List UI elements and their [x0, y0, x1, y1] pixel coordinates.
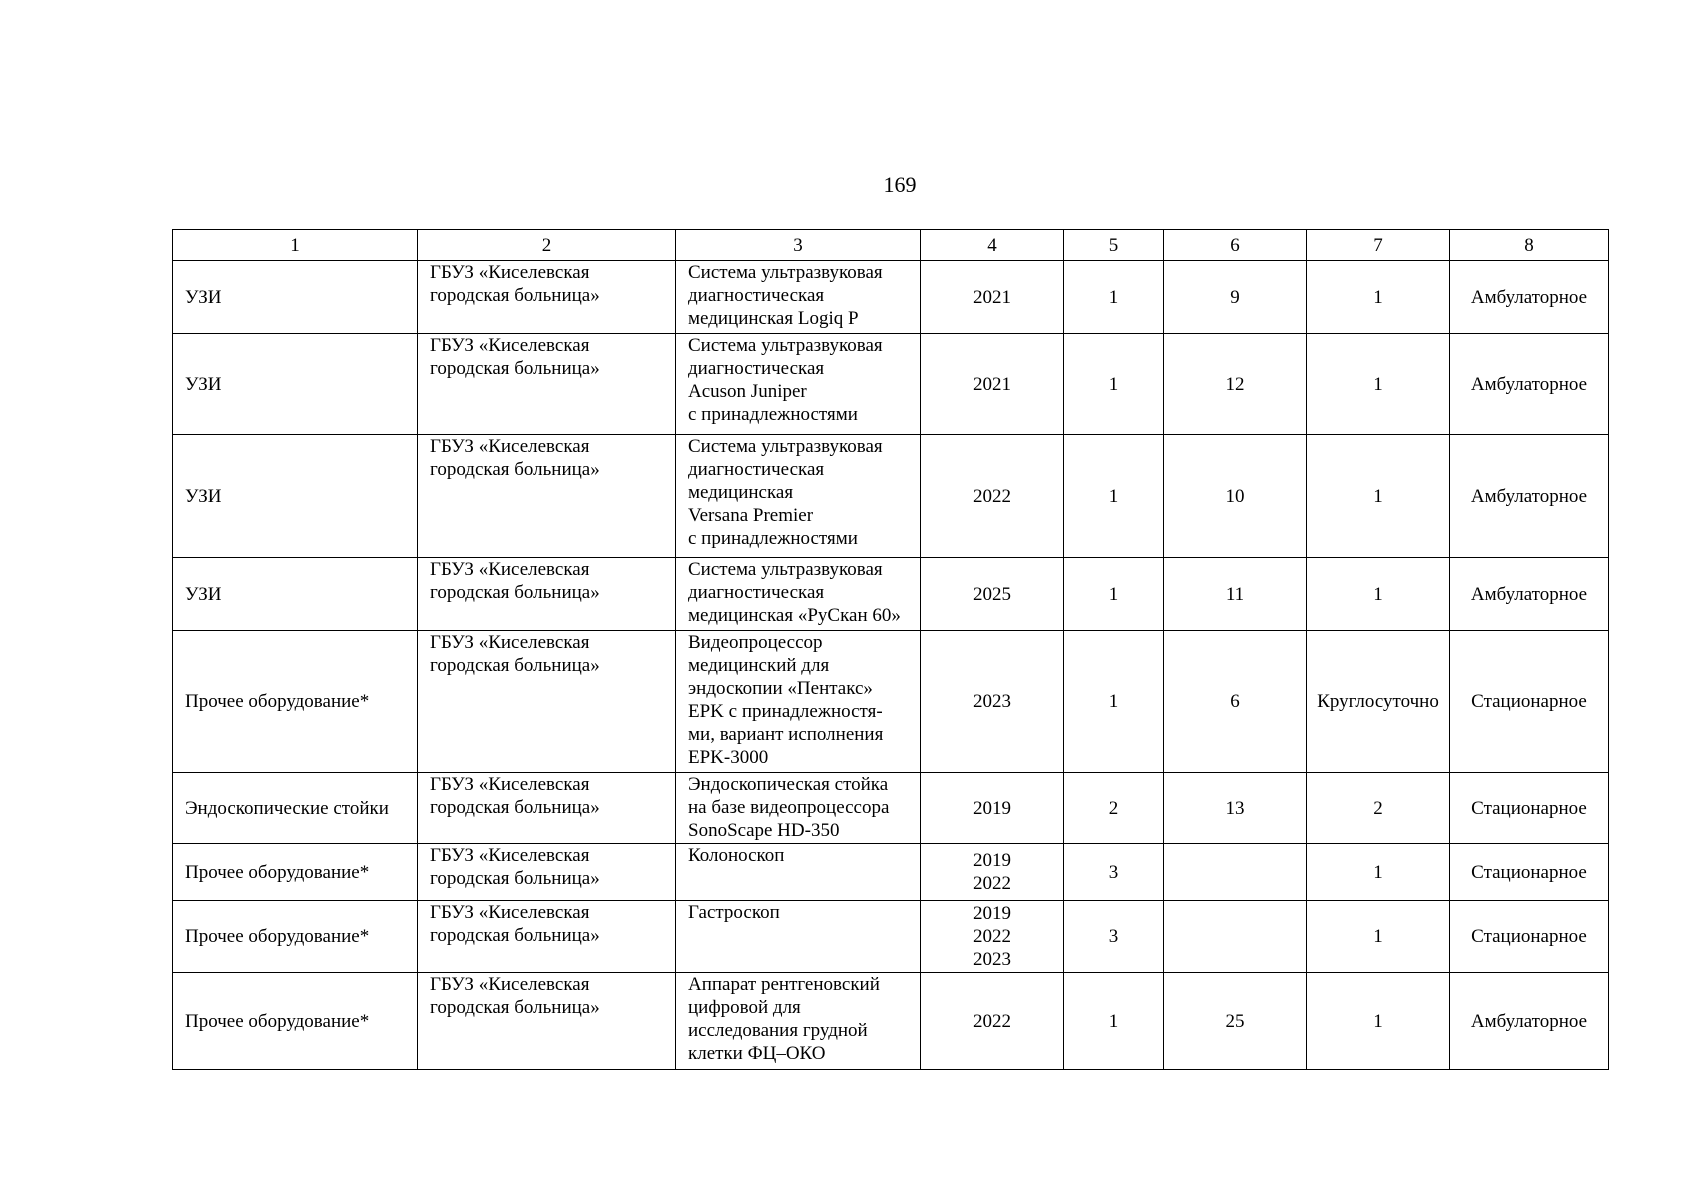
organization-cell: ГБУЗ «Киселевская городская больница»: [418, 558, 676, 631]
equipment-type-cell: УЗИ: [173, 334, 418, 435]
year-cell: 2021: [921, 334, 1064, 435]
equipment-name-cell: Колоноскоп: [676, 844, 921, 901]
year-cell: 2023: [921, 631, 1064, 773]
quantity-cell: 3: [1064, 844, 1164, 901]
care-mode-cell: Амбулаторное: [1450, 558, 1609, 631]
organization-cell: ГБУЗ «Киселевская городская больница»: [418, 844, 676, 901]
year-cell: 2022: [921, 973, 1064, 1070]
header-cell: 6: [1164, 230, 1307, 261]
header-cell: 2: [418, 230, 676, 261]
column-7-cell: 1: [1307, 334, 1450, 435]
organization-cell: ГБУЗ «Киселевская городская больница»: [418, 261, 676, 334]
table-row: [173, 973, 1609, 1070]
equipment-type-cell: УЗИ: [173, 558, 418, 631]
column-6-cell: 25: [1164, 973, 1307, 1070]
header-cell: 3: [676, 230, 921, 261]
table-row: [173, 558, 1609, 631]
equipment-name-cell: Видеопроцессор медицинский для эндоскопии «Пентакс» EPK с принадлежностя- ми, вариант исполнения EPK-3000: [676, 631, 921, 773]
column-6-cell: 12: [1164, 334, 1307, 435]
table-row: [173, 334, 1609, 435]
year-cell: 2019: [921, 773, 1064, 844]
care-mode-cell: Стационарное: [1450, 773, 1609, 844]
equipment-name-cell: Гастроскоп: [676, 901, 921, 973]
equipment-name-cell: Система ультразвуковая диагностическая медицинская Versana Premier с принадлежностями: [676, 435, 921, 558]
care-mode-cell: Амбулаторное: [1450, 261, 1609, 334]
column-6-cell: 13: [1164, 773, 1307, 844]
equipment-table: [172, 229, 1609, 1070]
table-row: [173, 844, 1609, 901]
column-6-cell: [1164, 901, 1307, 973]
care-mode-cell: Стационарное: [1450, 901, 1609, 973]
quantity-cell: 1: [1064, 631, 1164, 773]
equipment-name-cell: Эндоскопическая стойка на базе видеопроцессора SonoScape HD-350: [676, 773, 921, 844]
quantity-cell: 3: [1064, 901, 1164, 973]
care-mode-cell: Амбулаторное: [1450, 334, 1609, 435]
page-number: 169: [883, 172, 917, 197]
header-cell: 8: [1450, 230, 1609, 261]
organization-cell: ГБУЗ «Киселевская городская больница»: [418, 773, 676, 844]
column-6-cell: [1164, 844, 1307, 901]
column-7-cell: 1: [1307, 844, 1450, 901]
organization-cell: ГБУЗ «Киселевская городская больница»: [418, 973, 676, 1070]
care-mode-cell: Амбулаторное: [1450, 973, 1609, 1070]
column-6-cell: 10: [1164, 435, 1307, 558]
table-row: [173, 261, 1609, 334]
equipment-name-cell: Система ультразвуковая диагностическая Acuson Juniper с принадлежностями: [676, 334, 921, 435]
table-row: [173, 435, 1609, 558]
equipment-type-cell: Прочее оборудование*: [173, 631, 418, 773]
equipment-type-cell: Прочее оборудование*: [173, 901, 418, 973]
care-mode-cell: Стационарное: [1450, 631, 1609, 773]
header-cell: 7: [1307, 230, 1450, 261]
column-7-cell: 1: [1307, 435, 1450, 558]
care-mode-cell: Стационарное: [1450, 844, 1609, 901]
column-7-cell: 1: [1307, 973, 1450, 1070]
quantity-cell: 1: [1064, 261, 1164, 334]
column-6-cell: 11: [1164, 558, 1307, 631]
equipment-name-cell: Система ультразвуковая диагностическая медицинская «РуСкан 60»: [676, 558, 921, 631]
equipment-type-cell: УЗИ: [173, 261, 418, 334]
equipment-type-cell: Прочее оборудование*: [173, 973, 418, 1070]
organization-cell: ГБУЗ «Киселевская городская больница»: [418, 901, 676, 973]
column-7-cell: 1: [1307, 261, 1450, 334]
column-7-cell: Круглосуточно: [1307, 631, 1450, 773]
quantity-cell: 2: [1064, 773, 1164, 844]
equipment-type-cell: Прочее оборудование*: [173, 844, 418, 901]
year-cell: 2022: [921, 435, 1064, 558]
column-7-cell: 1: [1307, 558, 1450, 631]
column-7-cell: 1: [1307, 901, 1450, 973]
quantity-cell: 1: [1064, 973, 1164, 1070]
header-cell: 5: [1064, 230, 1164, 261]
organization-cell: ГБУЗ «Киселевская городская больница»: [418, 435, 676, 558]
year-cell: 2025: [921, 558, 1064, 631]
equipment-name-cell: Система ультразвуковая диагностическая медицинская Logiq P: [676, 261, 921, 334]
table-row: [173, 631, 1609, 773]
column-6-cell: 6: [1164, 631, 1307, 773]
care-mode-cell: Амбулаторное: [1450, 435, 1609, 558]
year-cell: 2019 2022 2023: [921, 901, 1064, 973]
quantity-cell: 1: [1064, 435, 1164, 558]
organization-cell: ГБУЗ «Киселевская городская больница»: [418, 631, 676, 773]
year-cell: 2019 2022: [921, 844, 1064, 901]
equipment-name-cell: Аппарат рентгеновский цифровой для исследования грудной клетки ФЦ–ОКО: [676, 973, 921, 1070]
year-cell: 2021: [921, 261, 1064, 334]
organization-cell: ГБУЗ «Киселевская городская больница»: [418, 334, 676, 435]
column-6-cell: 9: [1164, 261, 1307, 334]
column-7-cell: 2: [1307, 773, 1450, 844]
quantity-cell: 1: [1064, 334, 1164, 435]
equipment-type-cell: Эндоскопические стойки: [173, 773, 418, 844]
header-row: [173, 230, 1609, 261]
header-cell: 1: [173, 230, 418, 261]
table-row: [173, 901, 1609, 973]
quantity-cell: 1: [1064, 558, 1164, 631]
table-row: [173, 773, 1609, 844]
equipment-type-cell: УЗИ: [173, 435, 418, 558]
header-cell: 4: [921, 230, 1064, 261]
